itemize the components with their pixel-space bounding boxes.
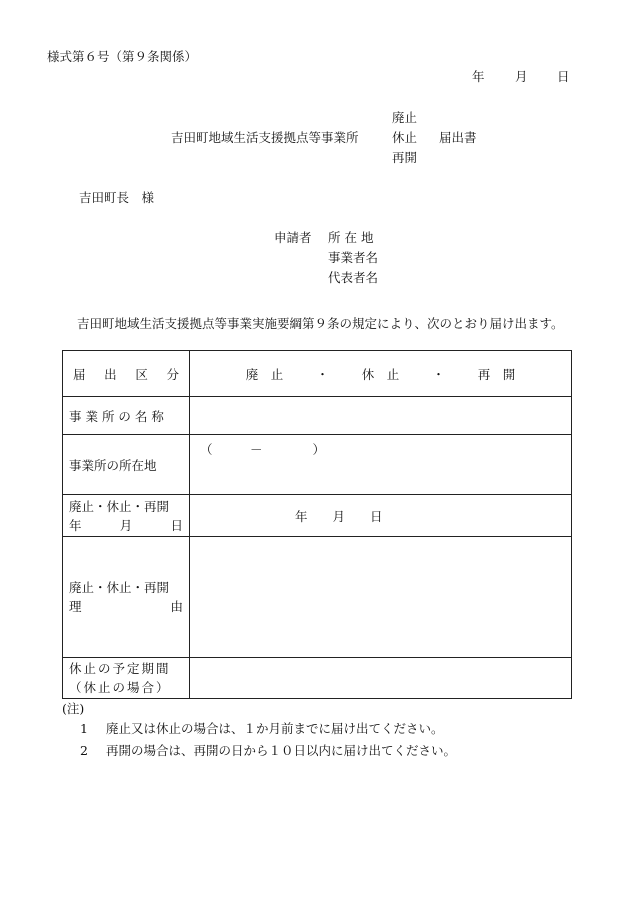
- office-address-label: 事業所の所在地: [63, 435, 190, 495]
- category-choice-cell[interactable]: [190, 351, 572, 397]
- table-row-category: [63, 351, 572, 397]
- notification-table: [62, 350, 572, 699]
- table-row-office-address: [63, 435, 572, 495]
- choice-resume[interactable]: 再 開: [477, 366, 516, 382]
- reason-label-line1: 廃止・休止・再開: [69, 580, 170, 595]
- table-row-date: [63, 495, 572, 537]
- category-label-char: 区: [135, 366, 148, 382]
- category-label-cell: [63, 351, 190, 397]
- document-title: [171, 112, 501, 168]
- choice-separator: ・: [432, 366, 445, 382]
- postal-code-brackets: （ － ）: [200, 442, 326, 457]
- date-month-label: 月: [515, 69, 528, 84]
- date-label-month: 月: [119, 517, 133, 533]
- applicant-representative-label: 代表者名: [328, 270, 379, 285]
- note-number: 1: [80, 721, 88, 736]
- date-label-day: 日: [170, 517, 183, 533]
- reason-label-cell: [63, 537, 190, 658]
- date-value-field[interactable]: [190, 495, 572, 537]
- title-main: 吉田町地域生活支援拠点等事業所: [171, 130, 359, 145]
- choice-separator: ・: [316, 366, 329, 382]
- table-row-office-name: [63, 397, 572, 435]
- title-option-suspend: 休止: [392, 130, 418, 145]
- note-number: 2: [80, 743, 88, 758]
- intro-paragraph: 吉田町地域生活支援拠点等事業実施要綱第９条の規定により、次のとおり届け出ます。: [77, 316, 564, 331]
- note-item: [80, 723, 444, 736]
- suspension-period-field[interactable]: [190, 658, 572, 699]
- office-name-field[interactable]: [190, 397, 572, 435]
- table-row-suspension-period: [63, 658, 572, 699]
- category-label-char: 分: [166, 366, 179, 382]
- date-label-line1: 廃止・休止・再開: [69, 498, 170, 514]
- note-text: 廃止又は休止の場合は、１か月前までに届け出てください。: [106, 721, 444, 736]
- date-day-label: 日: [557, 69, 570, 84]
- form-number: 様式第６号（第９条関係）: [47, 49, 198, 64]
- category-label-char: 届: [73, 366, 86, 382]
- notes-heading: (注): [62, 701, 85, 716]
- title-option-abolish: 廃止: [392, 110, 418, 125]
- category-label-char: 出: [104, 366, 117, 382]
- date-label-cell: [63, 495, 190, 537]
- suspension-period-label-cell: [63, 658, 190, 699]
- applicant-fields: [328, 232, 378, 292]
- table-row-reason: [63, 537, 572, 658]
- title-suffix: 届出書: [439, 130, 477, 145]
- title-option-resume: 再開: [392, 150, 418, 165]
- applicant-label: 申請者: [274, 230, 312, 245]
- choice-suspend[interactable]: 休 止: [361, 366, 400, 382]
- date-year-label: 年: [472, 69, 485, 84]
- office-name-label: 事 業 所 の 名 称: [63, 397, 190, 435]
- reason-label-char: 理: [69, 599, 82, 614]
- date-value: 年 月 日: [295, 508, 383, 524]
- applicant-address-label: 所 在 地: [328, 230, 374, 245]
- suspension-period-label-line1: 休止の予定期間: [69, 661, 171, 676]
- date-label-year: 年: [69, 517, 82, 533]
- title-options: [392, 112, 417, 172]
- note-item: [80, 745, 456, 758]
- reason-label-char: 由: [170, 599, 183, 614]
- choice-abolish[interactable]: 廃 止: [245, 366, 284, 382]
- applicant-business-name-label: 事業者名: [328, 250, 379, 265]
- suspension-period-label-line2: （休止の場合）: [69, 680, 171, 695]
- reason-field[interactable]: [190, 537, 572, 658]
- note-text: 再開の場合は、再開の日から１０日以内に届け出てください。: [106, 743, 457, 758]
- office-address-field[interactable]: [190, 435, 572, 495]
- addressee: 吉田町長 様: [79, 190, 155, 205]
